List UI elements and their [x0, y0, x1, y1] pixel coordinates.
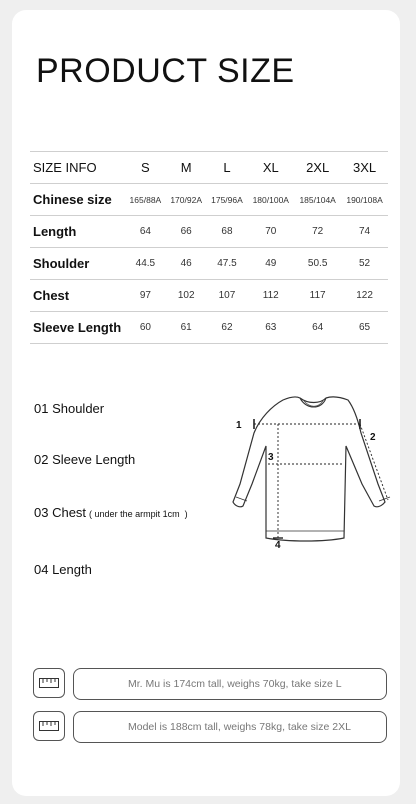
table-cell: 97	[125, 280, 166, 312]
row-label: Chest	[30, 280, 125, 312]
table-row	[30, 280, 388, 312]
table-cell: 49	[247, 248, 294, 280]
size-header: M	[166, 152, 207, 184]
table-cell: 72	[294, 216, 341, 248]
diagram-label: 1	[236, 420, 242, 431]
diagram-label: 4	[275, 540, 281, 551]
table-row	[30, 248, 388, 280]
size-header: L	[207, 152, 248, 184]
table-cell: 122	[341, 280, 388, 312]
size-table	[30, 151, 388, 344]
table-row	[30, 184, 388, 216]
table-cell: 46	[166, 248, 207, 280]
table-cell: 63	[247, 312, 294, 344]
table-cell: 117	[294, 280, 341, 312]
table-header-label: SIZE INFO	[30, 152, 125, 184]
ruler-icon	[39, 678, 59, 688]
table-cell: 185/104A	[294, 184, 341, 216]
table-cell: 60	[125, 312, 166, 344]
table-cell: 180/100A	[247, 184, 294, 216]
table-cell: 65	[341, 312, 388, 344]
size-header: S	[125, 152, 166, 184]
row-label: Length	[30, 216, 125, 248]
sweater-diagram	[228, 388, 398, 554]
row-label: Shoulder	[30, 248, 125, 280]
table-cell: 170/92A	[166, 184, 207, 216]
table-cell: 64	[125, 216, 166, 248]
table-cell: 190/108A	[341, 184, 388, 216]
measurement-chest: 03 Chest	[34, 505, 87, 520]
table-cell: 74	[341, 216, 388, 248]
table-cell: 66	[166, 216, 207, 248]
table-cell: 47.5	[207, 248, 248, 280]
table-cell: 107	[207, 280, 248, 312]
measurement-chest-note: ( under the armpit 1cm )	[89, 509, 188, 519]
model-info-row	[33, 711, 387, 743]
measurement-chest-row	[34, 505, 188, 520]
model-info-text: Mr. Mu is 174cm tall, weighs 70kg, take size L	[73, 668, 387, 700]
table-cell: 52	[341, 248, 388, 280]
table-row	[30, 216, 388, 248]
row-label: Chinese size	[30, 184, 125, 216]
table-cell: 68	[207, 216, 248, 248]
model-info-row	[33, 668, 387, 700]
table-cell: 112	[247, 280, 294, 312]
ruler-icon-box	[33, 668, 65, 698]
measurement-sleeve: 02 Sleeve Length	[34, 452, 136, 467]
table-cell: 102	[166, 280, 207, 312]
diagram-label: 2	[370, 432, 376, 443]
table-cell: 175/96A	[207, 184, 248, 216]
model-info-text: Model is 188cm tall, weighs 78kg, take size 2XL	[73, 711, 387, 743]
table-cell: 44.5	[125, 248, 166, 280]
measurement-length: 04 Length	[34, 562, 92, 577]
measurement-shoulder: 01 Shoulder	[34, 401, 105, 416]
ruler-icon	[39, 721, 59, 731]
size-header: 3XL	[341, 152, 388, 184]
table-cell: 64	[294, 312, 341, 344]
table-cell: 62	[207, 312, 248, 344]
size-header: 2XL	[294, 152, 341, 184]
table-cell: 61	[166, 312, 207, 344]
table-header-row	[30, 152, 388, 184]
page-title: PRODUCT SIZE	[36, 52, 295, 90]
table-cell: 165/88A	[125, 184, 166, 216]
size-header: XL	[247, 152, 294, 184]
sweater-outline	[233, 397, 385, 541]
ruler-icon-box	[33, 711, 65, 741]
table-cell: 70	[247, 216, 294, 248]
table-cell: 50.5	[294, 248, 341, 280]
table-row	[30, 312, 388, 344]
diagram-label: 3	[268, 452, 274, 463]
row-label: Sleeve Length	[30, 312, 125, 344]
